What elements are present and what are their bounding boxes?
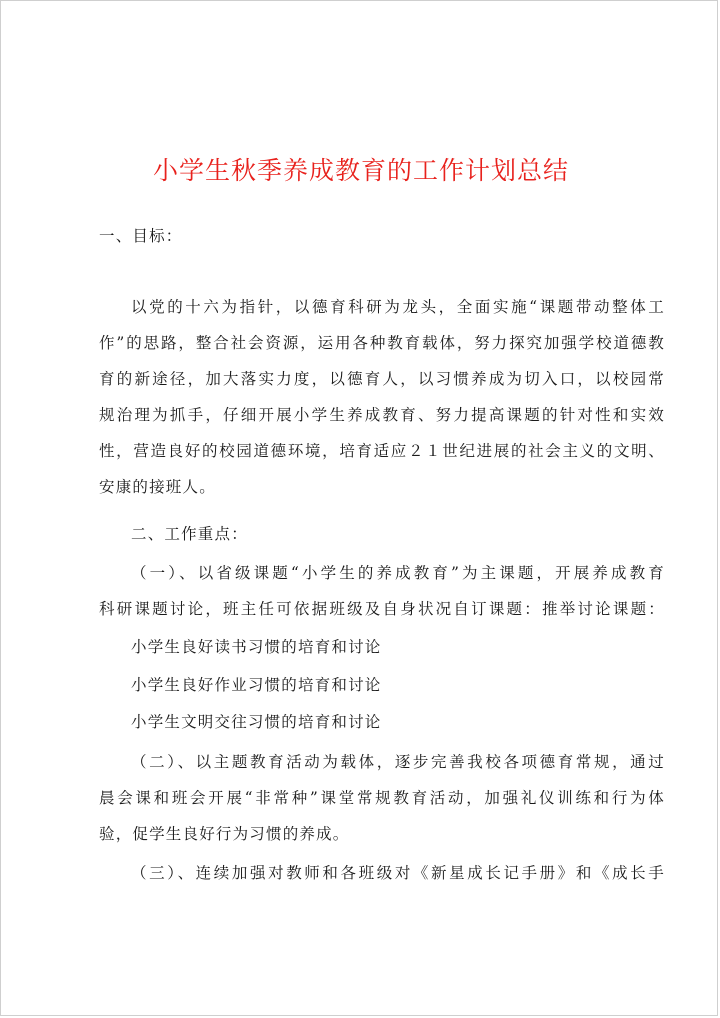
paragraph-line: 规治理为抓手，仔细开展小学生养成教育、努力提高课题的针对性和实效 [99, 406, 665, 424]
list-item: 小学生良好读书习惯的培育和讨论 [131, 638, 382, 656]
paragraph-line: 安康的接班人。 [99, 478, 216, 496]
paragraph-line: 性，营造良好的校园道德环境，培育适应２１世纪进展的社会主义的文明、 [99, 442, 665, 460]
page-title: 小学生秋季养成教育的工作计划总结 [152, 156, 569, 185]
section-heading-goals: 一、目标： [99, 227, 183, 245]
paragraph-line: （一）、以省级课题“小学生的养成教育”为主课题，开展养成教育 [131, 564, 665, 582]
paragraph-line: 验，促学生良好行为习惯的养成。 [99, 825, 350, 843]
paragraph-line: （二）、以主题教育活动为载体，逐步完善我校各项德育常规，通过 [131, 753, 665, 771]
paragraph-line: 科研课题讨论，班主任可依据班级及自身状况自订课题：推举讨论课题： [99, 600, 665, 618]
list-item: 小学生良好作业习惯的培育和讨论 [131, 676, 382, 694]
paragraph-line: 以党的十六为指针，以德育科研为龙头，全面实施“课题带动整体工 [131, 298, 665, 316]
section-heading-focus: 二、工作重点： [131, 525, 248, 543]
list-item: 小学生文明交往习惯的培育和讨论 [131, 713, 382, 731]
paragraph-line: （三）、连续加强对教师和各班级对《新星成长记手册》和《成长手 [131, 864, 665, 882]
paragraph-line: 作”的思路，整合社会资源，运用各种教育载体，努力探究加强学校道德教 [99, 334, 665, 352]
paragraph-line: 晨会课和班会开展“非常种”课堂常规教育活动，加强礼仪训练和行为体 [99, 789, 665, 807]
paragraph-line: 育的新途径，加大落实力度，以德育人，以习惯养成为切入口，以校园常 [99, 370, 665, 388]
